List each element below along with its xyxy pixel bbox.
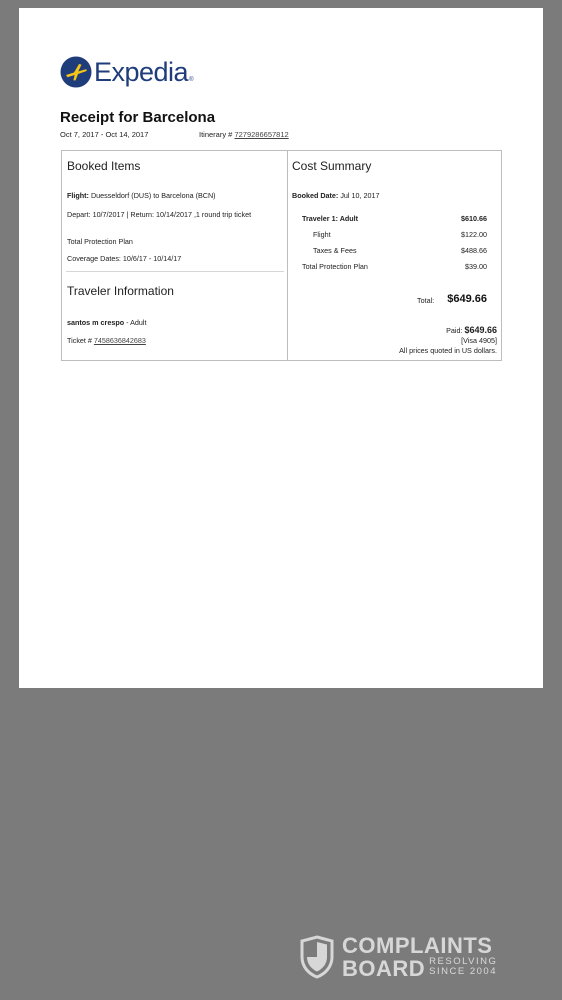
cost-line-value: $488.66 (461, 246, 487, 255)
cost-summary-column (288, 151, 501, 360)
receipt-title: Receipt for Barcelona (60, 109, 216, 126)
protection-plan-label: Total Protection Plan (67, 237, 133, 246)
receipt-page (19, 8, 543, 688)
watermark-complaints: COMPLAINTS (342, 933, 493, 958)
booked-date-line (292, 191, 380, 200)
traveler-type: - Adult (126, 318, 147, 327)
cost-line-label: Total Protection Plan (302, 262, 368, 271)
itinerary-number-link[interactable]: 7279286657812 (234, 130, 289, 139)
cost-line-label: Flight (313, 230, 331, 239)
section-divider (66, 271, 284, 272)
watermark-tag2: SINCE 2004 (429, 966, 497, 977)
ticket-line (67, 336, 146, 345)
watermark-board: BOARD (342, 956, 426, 981)
watermark-board-row (342, 957, 497, 979)
currency-note: All prices quoted in US dollars. (399, 346, 497, 355)
watermark-text (342, 935, 497, 979)
total-label: Total: (417, 296, 435, 305)
paid-value: $649.66 (464, 325, 497, 335)
itinerary (199, 130, 289, 139)
booked-items-column (62, 151, 288, 360)
expedia-logo (60, 52, 194, 92)
cost-line-value: $610.66 (461, 214, 487, 223)
coverage-dates: Coverage Dates: 10/6/17 - 10/14/17 (67, 254, 182, 263)
depart-return-line: Depart: 10/7/2017 | Return: 10/14/2017 ,1 round trip ticket (67, 210, 252, 219)
booked-date-label: Booked Date: (292, 191, 339, 200)
watermark-tag1: RESOLVING (429, 956, 498, 967)
shield-icon (300, 935, 334, 979)
trip-dates: Oct 7, 2017 - Oct 14, 2017 (60, 130, 149, 139)
flight-route: Duesseldorf (DUS) to Barcelona (BCN) (90, 191, 216, 200)
flight-label: Flight: (67, 191, 89, 200)
paid-label: Paid: (446, 326, 463, 335)
receipt-details-box (61, 150, 502, 361)
cost-line-value: $122.00 (461, 230, 487, 239)
cost-line-value: $39.00 (465, 262, 487, 271)
ticket-number-link[interactable]: 7458636842683 (93, 336, 146, 345)
expedia-globe-icon (60, 56, 92, 88)
watermark-tagline (429, 957, 497, 979)
booked-items-heading: Booked Items (67, 159, 141, 173)
expedia-wordmark: Expedia (94, 56, 189, 87)
cost-line-label: Taxes & Fees (313, 246, 357, 255)
cost-line-label: Traveler 1: Adult (302, 214, 359, 223)
paid-line (446, 325, 497, 335)
cost-summary-heading: Cost Summary (292, 159, 372, 173)
flight-line (67, 191, 216, 200)
ticket-label: Ticket # (67, 336, 92, 345)
trademark-symbol: ® (189, 77, 194, 83)
card-info: [Visa 4905] (461, 336, 497, 345)
traveler-line (67, 318, 147, 327)
itinerary-label: Itinerary # (199, 130, 233, 139)
traveler-info-heading: Traveler Information (67, 284, 174, 298)
traveler-name: santos m crespo (67, 318, 125, 327)
booked-date-value: Jul 10, 2017 (340, 191, 380, 200)
total-value: $649.66 (447, 293, 487, 305)
complaintsboard-watermark (300, 935, 497, 979)
